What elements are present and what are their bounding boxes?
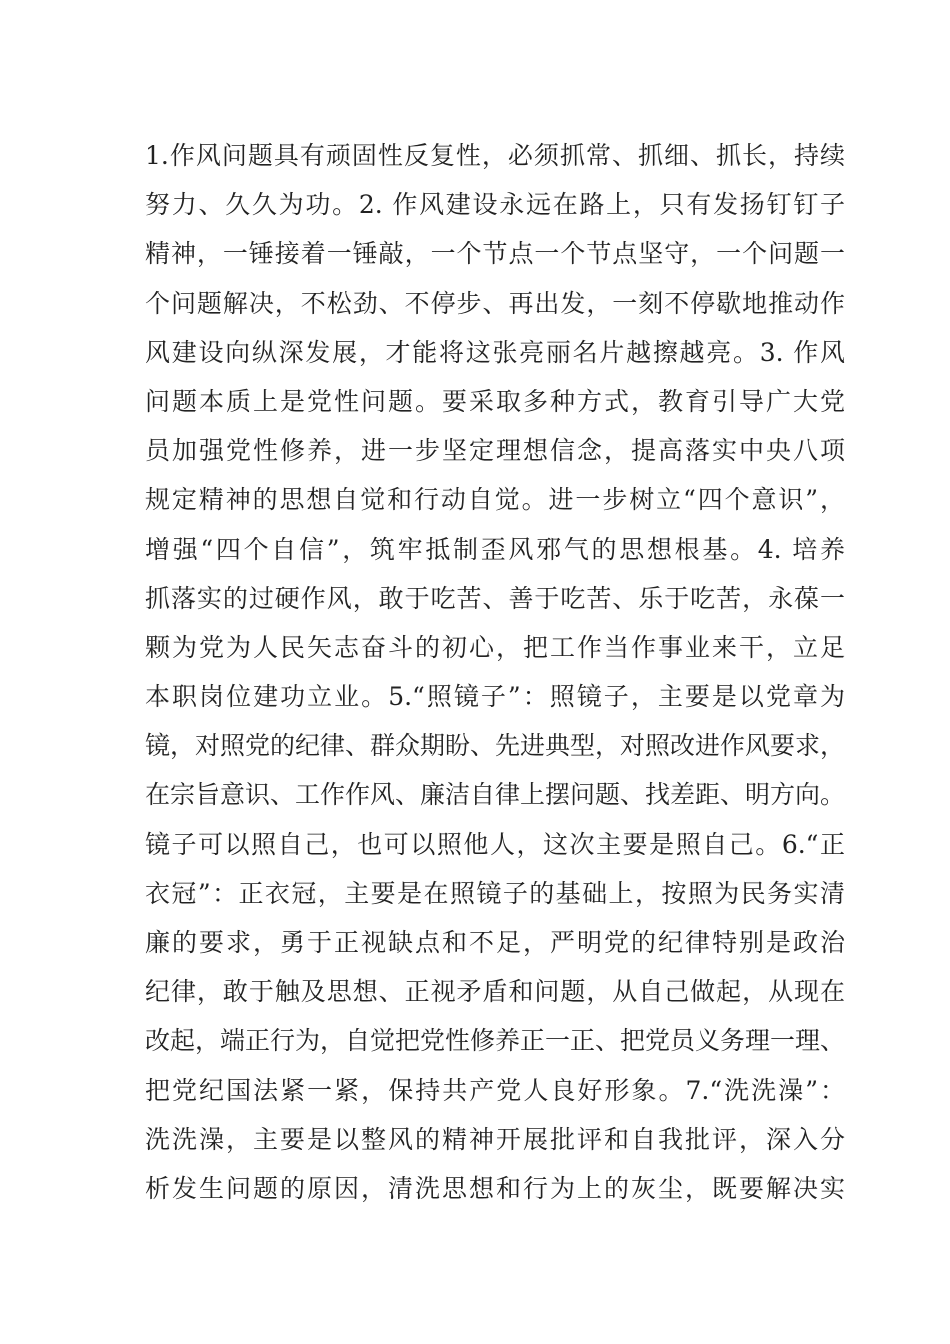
text-line: 洗洗澡，主要是以整风的精神开展批评和自我批评，深入分 — [145, 1124, 845, 1154]
text-line: 镜，对照党的纪律、群众期盼、先进典型，对照改进作风要求， — [145, 731, 846, 761]
text-line: 抓落实的过硬作风，敢于吃苦、善于吃苦、乐于吃苦，永葆一 — [145, 583, 845, 613]
text-line: 把党纪国法紧一紧，保持共产党人良好形象。7.“洗洗澡”： — [145, 1075, 845, 1105]
text-line: 增强“四个自信”，筑牢抵制歪风邪气的思想根基。4. 培养 — [145, 534, 845, 564]
text-line: 本职岗位建功立业。5.“照镜子”：照镜子，主要是以党章为 — [145, 682, 845, 712]
text-line: 廉的要求，勇于正视缺点和不足，严明党的纪律特别是政治 — [145, 928, 845, 957]
text-line: 努力、久久为功。2. 作风建设永远在路上，只有发扬钉钉子 — [145, 190, 845, 220]
text-line: 员加强党性修养，进一步坚定理想信念，提高落实中央八项 — [145, 436, 845, 466]
text-line: 改起，端正行为，自觉把党性修养正一正、把党员义务理一理、 — [145, 1026, 846, 1056]
text-line: 析发生问题的原因，清洗思想和行为上的灰尘，既要解决实 — [145, 1173, 845, 1203]
text-line: 个问题解决，不松劲、不停步、再出发，一刻不停歇地推动作 — [145, 288, 845, 318]
text-line: 镜子可以照自己，也可以照他人，这次主要是照自己。6.“正 — [145, 829, 845, 859]
text-line: 规定精神的思想自觉和行动自觉。进一步树立“四个意识”， — [145, 485, 845, 515]
text-line: 纪律，敢于触及思想、正视矛盾和问题，从自己做起，从现在 — [145, 977, 845, 1007]
text-line: 问题本质上是党性问题。要采取多种方式，教育引导广大党 — [145, 386, 845, 416]
text-line: 衣冠”：正衣冠，主要是在照镜子的基础上，按照为民务实清 — [145, 878, 845, 908]
body-text — [145, 131, 845, 1213]
text-line: 颗为党为人民矢志奋斗的初心，把工作当作事业来干，立足 — [145, 632, 845, 662]
text-line: 1.作风问题具有顽固性反复性，必须抓常、抓细、抓长，持续 — [145, 141, 845, 170]
text-line: 风建设向纵深发展，才能将这张亮丽名片越擦越亮。3. 作风 — [145, 337, 845, 367]
text-line: 在宗旨意识、工作作风、廉洁自律上摆问题、找差距、明方向。 — [145, 780, 846, 810]
text-line: 精神，一锤接着一锤敲，一个节点一个节点坚守，一个问题一 — [145, 239, 845, 269]
